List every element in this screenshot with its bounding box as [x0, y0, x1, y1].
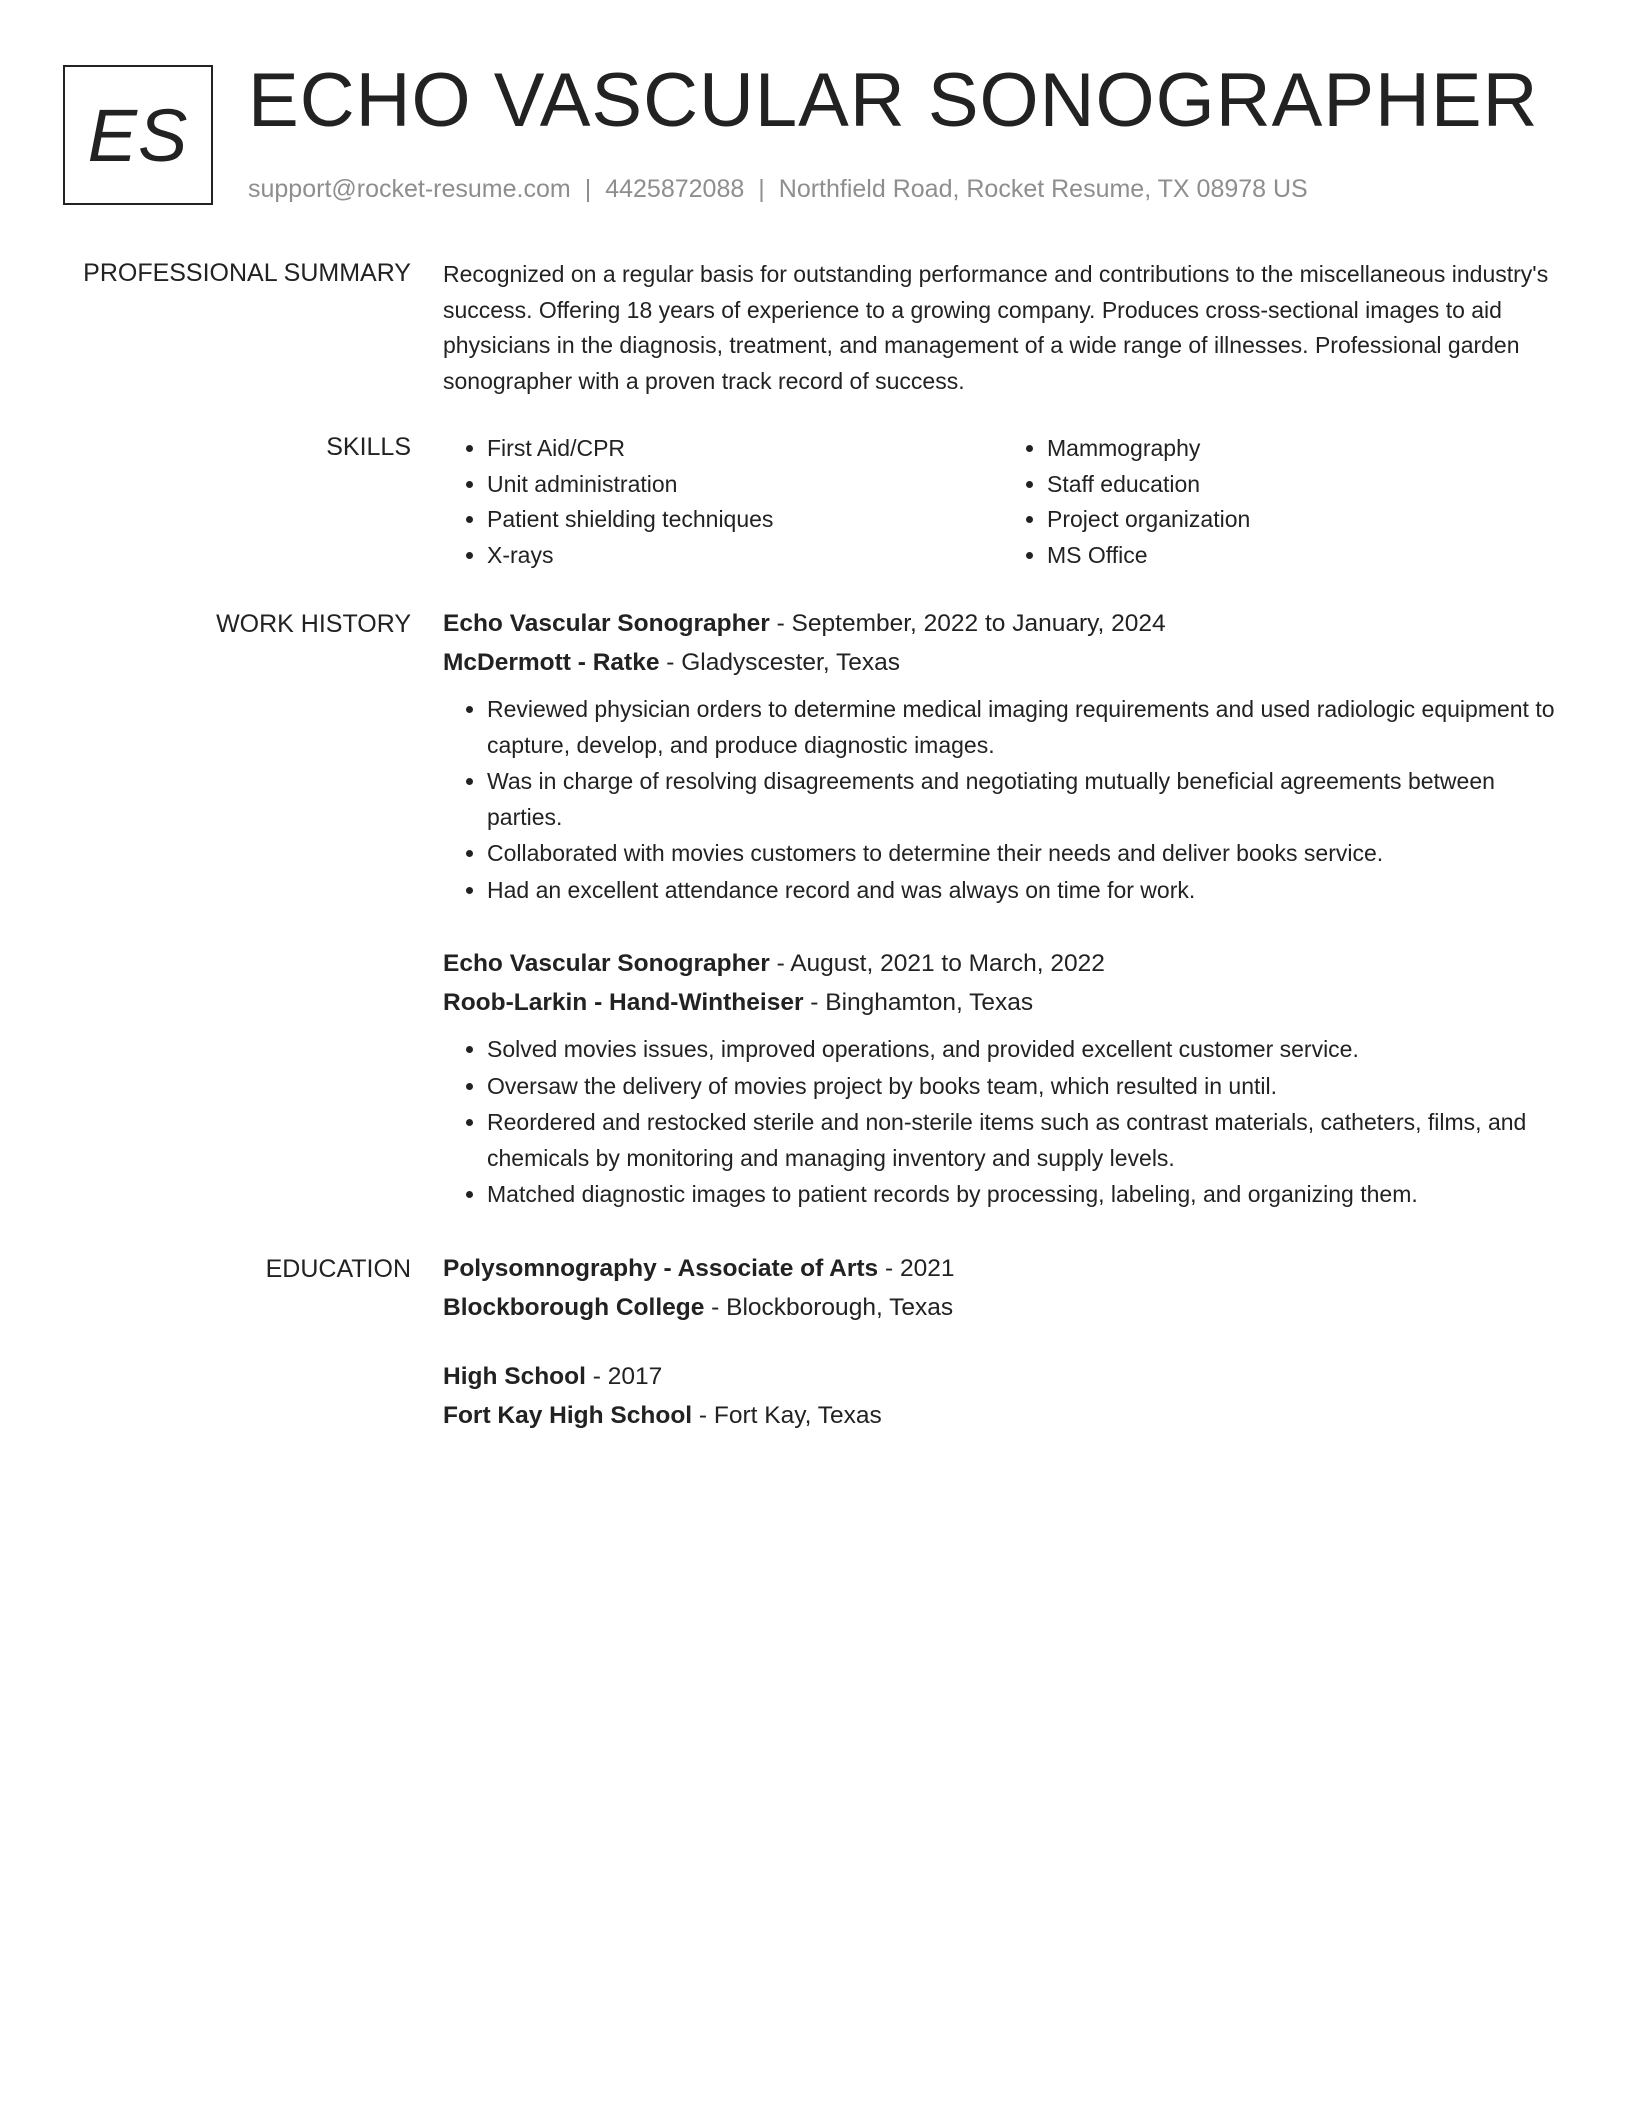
school-line [443, 1396, 1563, 1435]
section-label-education: EDUCATION [265, 1255, 411, 1283]
degree-name: Polysomnography - Associate of Arts [443, 1255, 879, 1282]
employer-line [443, 983, 1563, 1022]
contact-email: support@rocket-resume.com [248, 175, 571, 203]
job-bullet: • Had an excellent attendance record and was always on time for work. [487, 873, 1563, 909]
employer-name: McDermott - Ratke [443, 649, 660, 676]
skills-grid [443, 431, 1563, 573]
employer-location: - Binghamton, Texas [803, 989, 1034, 1016]
job-bullet: • Collaborated with movies customers to determine their needs and deliver books service. [487, 836, 1563, 872]
skill-item: • Unit administration [487, 467, 1003, 503]
job-bullets [443, 692, 1563, 908]
job-bullet: • Reordered and restocked sterile and non-sterile items such as contrast materials, catheters, films, and chemicals by monitoring and managing inventory and supply levels. [487, 1105, 1563, 1176]
candidate-name: ECHO VASCULAR SONOGRAPHER [248, 58, 1539, 143]
section-label-summary: PROFESSIONAL SUMMARY [83, 259, 411, 287]
employer-name: Roob-Larkin - Hand-Wintheiser [443, 989, 804, 1016]
degree-year: - 2017 [585, 1363, 663, 1390]
job-bullet: • Oversaw the delivery of movies project by books team, which resulted in until. [487, 1069, 1563, 1105]
school-location: - Blockborough, Texas [704, 1294, 954, 1321]
skill-item: • X-rays [487, 538, 1003, 574]
contact-separator: | [758, 175, 765, 203]
contact-address: Northfield Road, Rocket Resume, TX 08978 US [778, 175, 1308, 203]
summary-text: Recognized on a regular basis for outstanding performance and contributions to the miscellaneous industry's success. Offering 18 years of experience to a growing company. Produces cross-sectional images to aid physicians in the diagnosis, treatment, and management of a wide range of illnesses. Professional garden sonographer with a proven track record of success. [443, 261, 1549, 394]
skills-column-right [1003, 431, 1563, 573]
job-title: Echo Vascular Sonographer [443, 610, 770, 637]
degree-year: - 2021 [878, 1255, 955, 1282]
job-entry [443, 944, 1563, 1214]
job-title: Echo Vascular Sonographer [443, 950, 770, 977]
degree-name: High School [443, 1363, 586, 1390]
employer-line [443, 643, 1563, 682]
school-location: - Fort Kay, Texas [692, 1402, 882, 1429]
job-bullets [443, 1032, 1563, 1213]
skill-item: • Mammography [1047, 431, 1563, 467]
job-dates: - August, 2021 to March, 2022 [769, 950, 1105, 977]
job-bullet: • Was in charge of resolving disagreements and negotiating mutually beneficial agreements between parties. [487, 764, 1563, 835]
monogram-initials: ES [87, 93, 189, 177]
school-line [443, 1288, 1563, 1327]
skill-item: • Patient shielding techniques [487, 502, 1003, 538]
skill-item: • Staff education [1047, 467, 1563, 503]
contact-separator: | [584, 175, 592, 203]
job-bullet: • Matched diagnostic images to patient records by processing, labeling, and organizing them. [487, 1177, 1563, 1213]
employer-location: - Gladyscester, Texas [659, 649, 901, 676]
job-bullet: • Solved movies issues, improved operations, and provided excellent customer service. [487, 1032, 1563, 1068]
degree-line [443, 1357, 1563, 1396]
skill-item: • MS Office [1047, 538, 1563, 574]
skill-item: • First Aid/CPR [487, 431, 1003, 467]
contact-phone: 4425872088 [605, 175, 745, 203]
degree-line [443, 1249, 1563, 1288]
job-title-line [443, 604, 1563, 643]
contact-line [248, 174, 1308, 204]
monogram-box [63, 65, 213, 205]
job-title-line [443, 944, 1563, 983]
school-name: Blockborough College [443, 1294, 705, 1321]
job-entry [443, 604, 1563, 909]
school-name: Fort Kay High School [443, 1402, 693, 1429]
education-entry [443, 1249, 1563, 1327]
job-bullet: • Reviewed physician orders to determine medical imaging requirements and used radiologic equipment to capture, develop, and produce diagnostic images. [487, 692, 1563, 763]
section-label-skills: SKILLS [326, 433, 411, 461]
skill-item: • Project organization [1047, 502, 1563, 538]
summary-section [443, 257, 1563, 399]
section-label-work: WORK HISTORY [216, 610, 411, 638]
skills-section [443, 431, 1563, 573]
job-dates: - September, 2022 to January, 2024 [769, 610, 1166, 637]
skills-column-left [443, 431, 1003, 573]
education-entry [443, 1357, 1563, 1435]
